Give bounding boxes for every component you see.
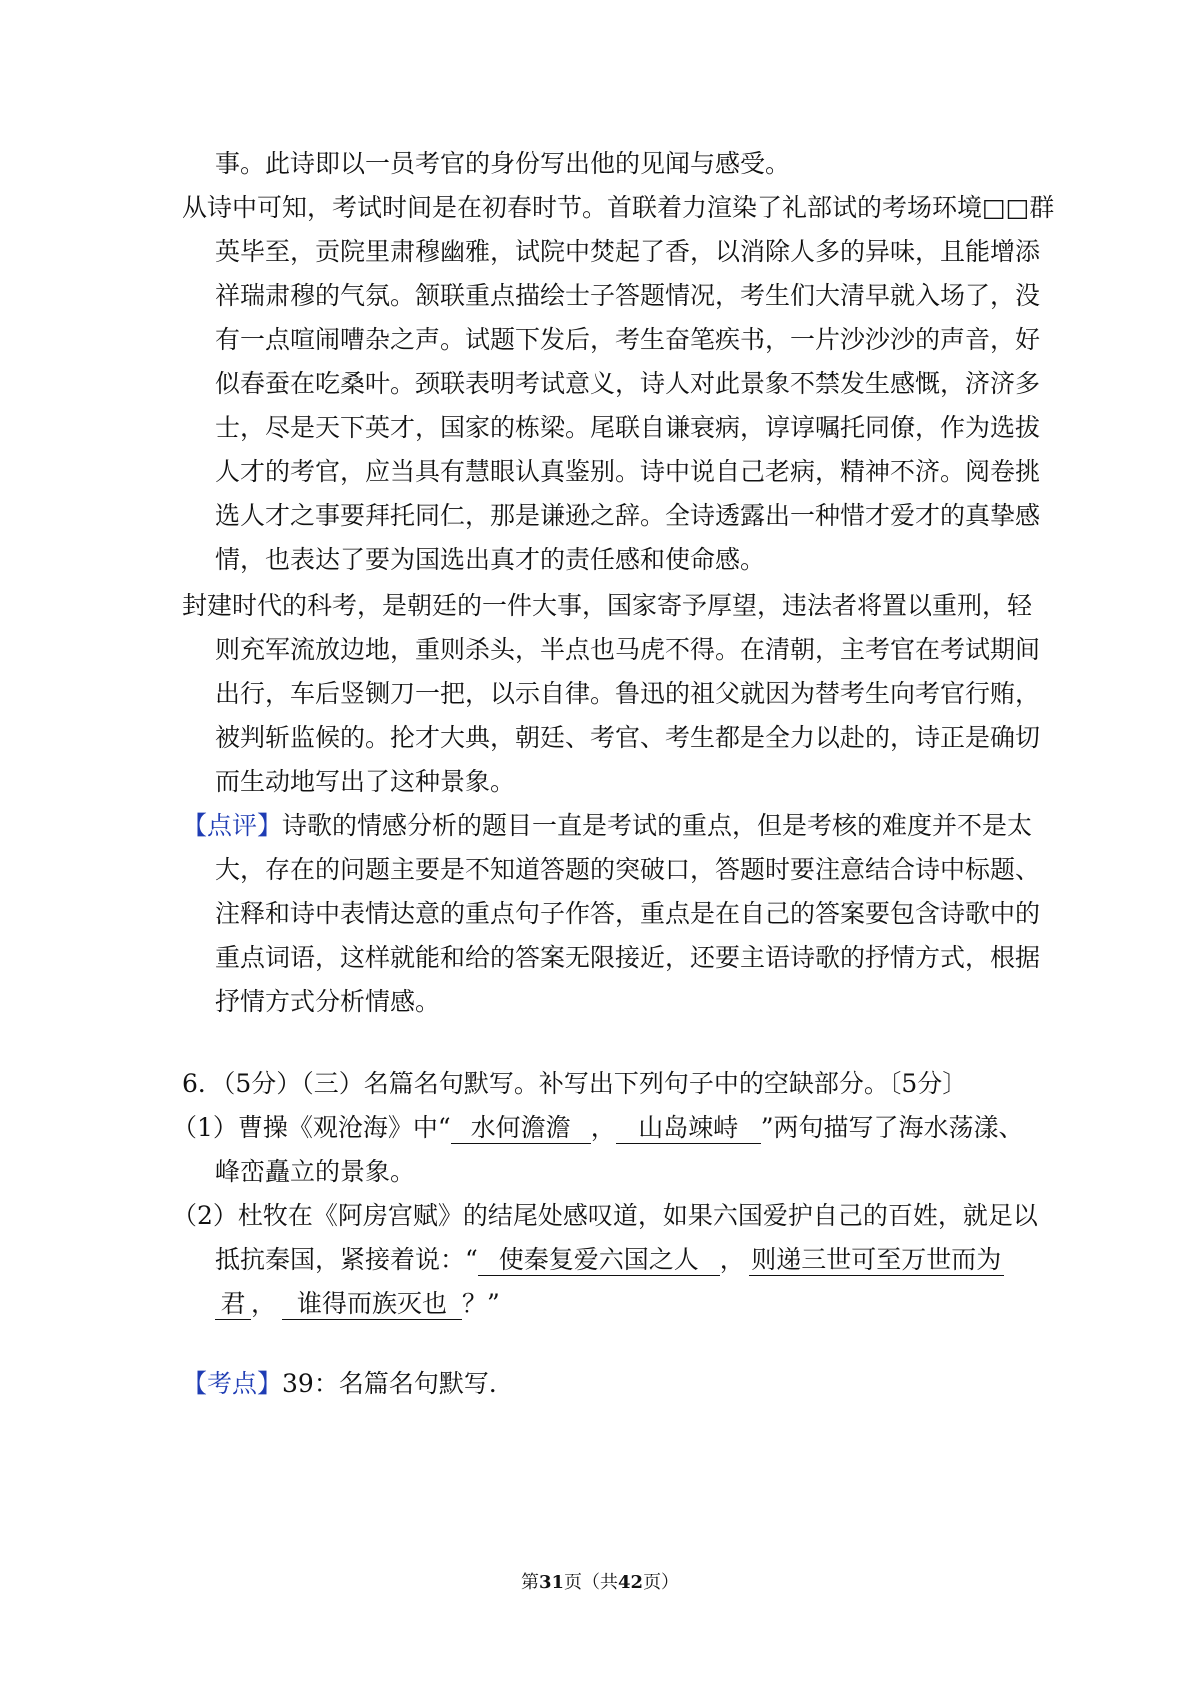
text-line: 士，尽是天下英才，国家的栋梁。尾联自谦衰病，谆谆嘱托同僚，作为选拔 [215,413,1041,442]
page-footer [0,1568,1200,1594]
answer-blank: 谁得而族灭也 [282,1289,462,1320]
question-text: ， [590,1113,616,1142]
text-line: 祥瑞肃穆的气氛。颔联重点描绘士子答题情况，考生们大清早就入场了，没 [215,281,1041,310]
question-text: ， [719,1245,745,1274]
text-line: 似春蚕在吃桑叶。颈联表明考试意义，诗人对此景象不禁发生感慨，济济多 [215,369,1041,398]
text-line: 选人才之事要拜托同仁，那是谦逊之辞。全诗透露出一种惜才爱才的真挚感 [215,501,1041,530]
question-text: ？” [462,1289,500,1318]
question-text: ， [251,1289,277,1318]
text-line: 人才的考官，应当具有慧眼认真鉴别。诗中说自己老病，精神不济。阅卷挑 [215,457,1041,486]
answer-blank: 则递三世可至万世而为 [749,1245,1004,1276]
kaodian-tag: 【考点】 [182,1369,283,1398]
kaodian-text: 39：名篇名句默写． [282,1369,514,1398]
answer-blank: 水何澹澹 [451,1113,591,1144]
text-line [215,1284,500,1320]
text-line: 则充军流放边地，重则杀头，半点也马虎不得。在清朝，主考官在考试期间 [215,635,1041,664]
text-line: 被判斩监候的。抡才大典，朝廷、考官、考生都是全力以赴的，诗正是确切 [215,723,1041,752]
footer-text: 页（共 [564,1572,618,1593]
question-text: ”两句描写了海水荡漾、 [760,1113,1024,1142]
text-line: 注释和诗中表情达意的重点句子作答，重点是在自己的答案要包含诗歌中的 [215,899,1041,928]
text-line [182,806,1032,842]
question-heading: 6．（5分）（三）名篇名句默写。补写出下列句子中的空缺部分。〔5分〕 [182,1069,968,1098]
text-line: 事。此诗即以一员考官的身份写出他的见闻与感受。 [215,149,791,178]
text-line: 情，也表达了要为国选出真才的责任感和使命感。 [215,545,766,574]
answer-blank: 君 [215,1289,251,1320]
question-item-1 [172,1108,1024,1144]
page-total: 42 [618,1572,644,1593]
answer-blank: 山岛竦峙 [616,1113,761,1144]
text-line: 重点词语，这样就能和给的答案无限接近，还要主语诗歌的抒情方式，根据 [215,943,1041,972]
text-line: 英毕至，贡院里肃穆幽雅，试院中焚起了香，以消除人多的异味，且能增添 [215,237,1041,266]
footer-text: 第 [520,1572,539,1593]
text-line: 峰峦矗立的景象。 [215,1157,416,1186]
question-text: （1）曹操《观沧海》中“ [172,1113,451,1142]
footer-text: 页） [643,1572,680,1593]
text-line: 大，存在的问题主要是不知道答题的突破口，答题时要注意结合诗中标题、 [215,855,1041,884]
page-number: 31 [538,1572,564,1593]
question-item-2: （2）杜牧在《阿房宫赋》的结尾处感叹道，如果六国爱护自己的百姓，就足以 [172,1201,1038,1230]
text-line: 抒情方式分析情感。 [215,987,441,1016]
review-tag: 【点评】 [182,811,283,840]
kaodian-section [182,1364,514,1400]
review-text: 诗歌的情感分析的题目一直是考试的重点，但是考核的难度并不是太 [282,811,1033,840]
text-line [215,1240,1004,1276]
text-line: 封建时代的科考，是朝廷的一件大事，国家寄予厚望，违法者将置以重刑，轻 [182,591,1033,620]
answer-blank: 使秦复爱六国之人 [478,1245,720,1276]
question-text: 抵抗秦国，紧接着说：“ [215,1245,478,1274]
text-line: 而生动地写出了这种景象。 [215,767,516,796]
text-line: 出行，车后竖铡刀一把，以示自律。鲁迅的祖父就因为替考生向考官行贿， [215,679,1041,708]
text-line: 从诗中可知，考试时间是在初春时节。首联着力渲染了礼部试的考场环境□□群 [182,193,1055,222]
text-line: 有一点喧闹嘈杂之声。试题下发后，考生奋笔疾书，一片沙沙沙的声音，好 [215,325,1041,354]
